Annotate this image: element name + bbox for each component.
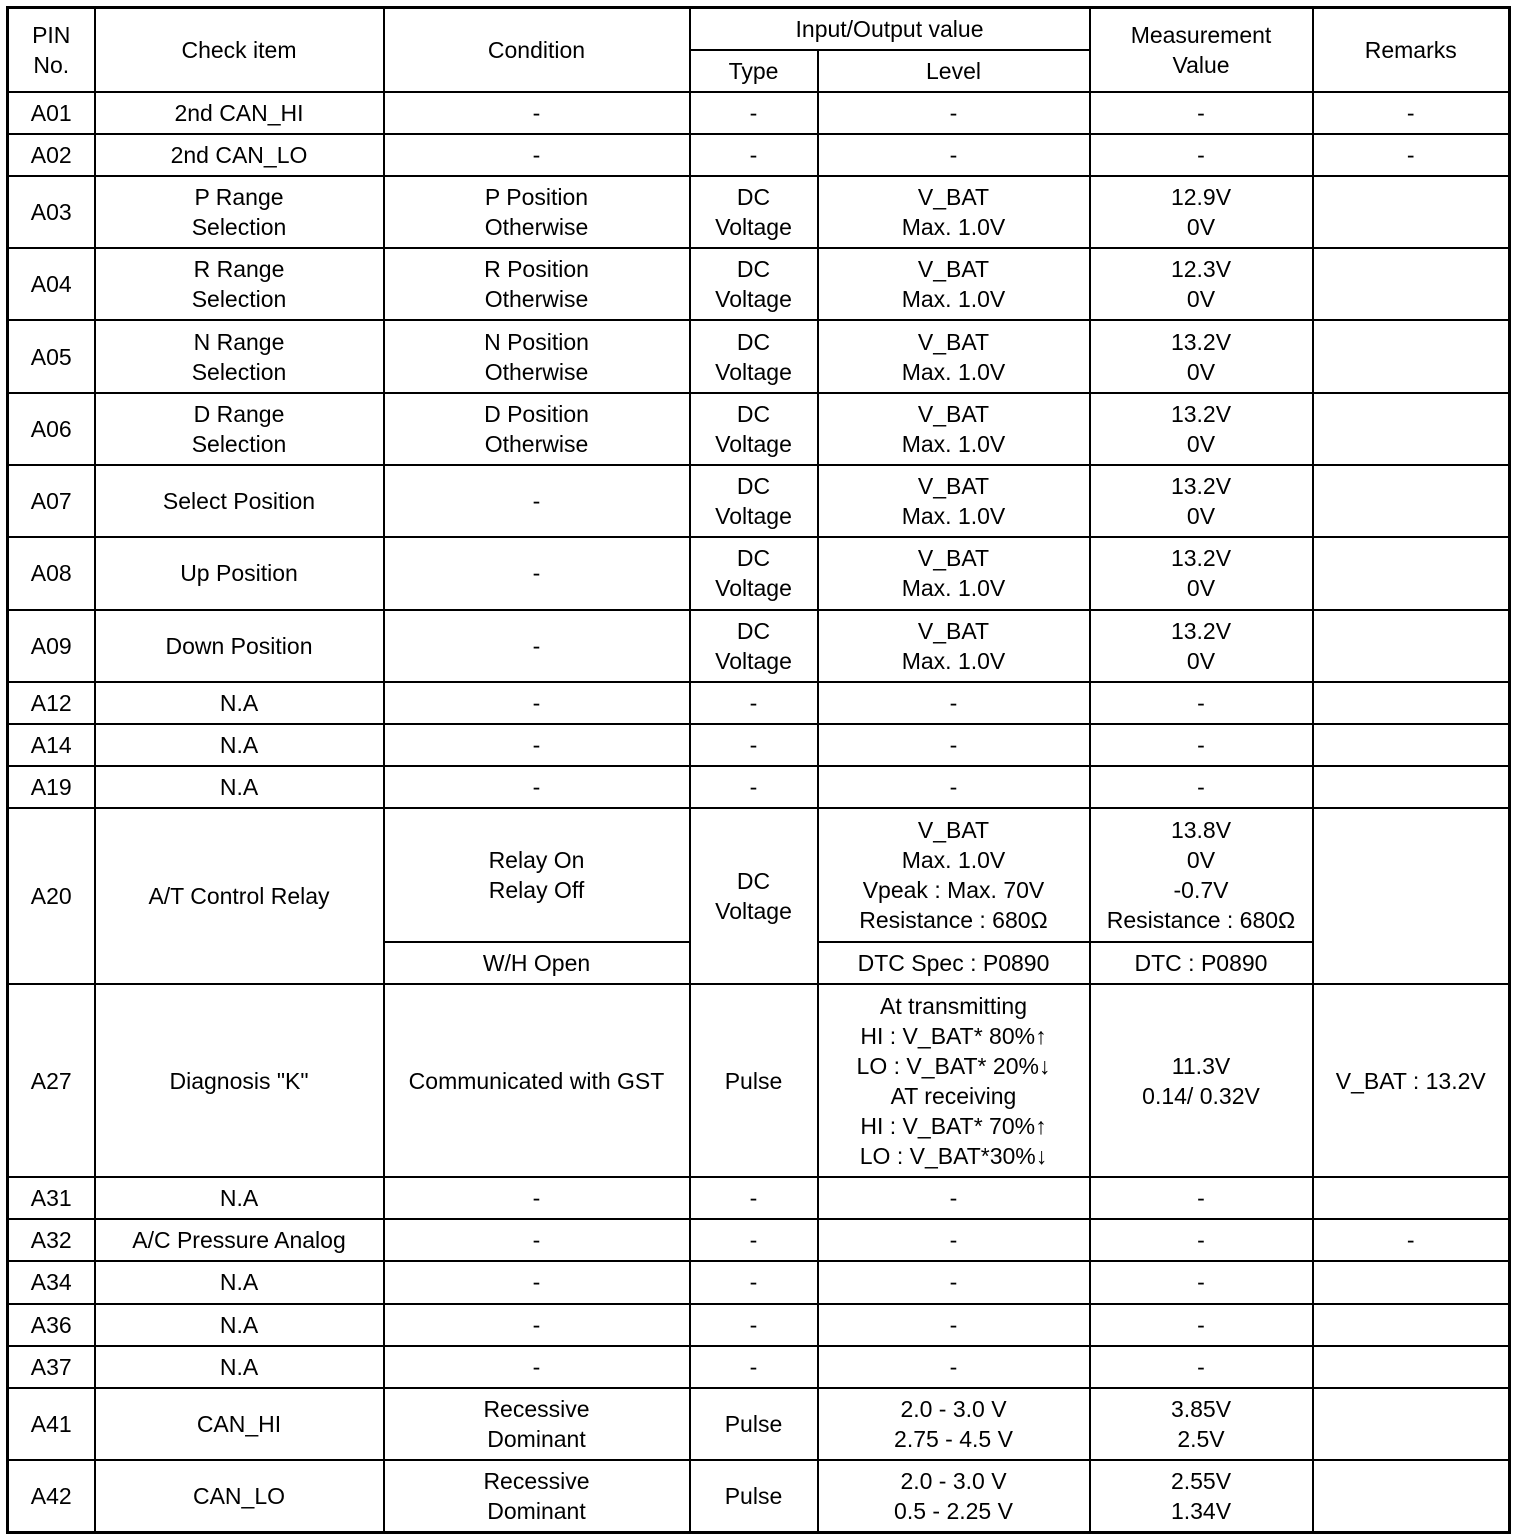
measurement-cell: -: [1090, 92, 1313, 134]
condition-cell: R Position Otherwise: [384, 248, 690, 320]
check-item-cell: N.A: [95, 1304, 384, 1346]
level-cell: -: [818, 724, 1090, 766]
header-level: Level: [818, 50, 1090, 92]
level-cell: 2.0 - 3.0 V 2.75 - 4.5 V: [818, 1388, 1090, 1460]
measurement-cell: 13.2V 0V: [1090, 393, 1313, 465]
remarks-cell: [1313, 610, 1510, 682]
level-cell: 2.0 - 3.0 V 0.5 - 2.25 V: [818, 1460, 1090, 1532]
measurement-cell: 12.3V 0V: [1090, 248, 1313, 320]
header-measurement-value: Measurement Value: [1090, 8, 1313, 92]
remarks-cell: [1313, 1261, 1510, 1303]
type-cell: -: [690, 1177, 818, 1219]
pin-cell: A14: [8, 724, 95, 766]
check-item-cell: N.A: [95, 1177, 384, 1219]
level-cell: V_BAT Max. 1.0V: [818, 610, 1090, 682]
header-condition: Condition: [384, 8, 690, 92]
pin-cell: A06: [8, 393, 95, 465]
pin-cell: A08: [8, 537, 95, 609]
condition-cell: P Position Otherwise: [384, 176, 690, 248]
pin-cell: A37: [8, 1346, 95, 1388]
pin-cell: A36: [8, 1304, 95, 1346]
table-row: [8, 465, 1510, 537]
level-cell: V_BAT Max. 1.0V: [818, 320, 1090, 392]
measurement-cell: 2.55V 1.34V: [1090, 1460, 1313, 1532]
check-item-cell: N.A: [95, 682, 384, 724]
pin-cell: A05: [8, 320, 95, 392]
pin-cell: A04: [8, 248, 95, 320]
remarks-cell: [1313, 1177, 1510, 1219]
header-remarks: Remarks: [1313, 8, 1510, 92]
check-item-cell: Up Position: [95, 537, 384, 609]
remarks-cell: [1313, 724, 1510, 766]
check-item-cell: N.A: [95, 1261, 384, 1303]
condition-cell: -: [384, 1304, 690, 1346]
measurement-cell: 13.2V 0V: [1090, 465, 1313, 537]
condition-cell: -: [384, 1261, 690, 1303]
table-row: [8, 1219, 1510, 1261]
table-row: [8, 610, 1510, 682]
type-cell: DC Voltage: [690, 248, 818, 320]
level-cell: V_BAT Max. 1.0V: [818, 176, 1090, 248]
check-item-cell: Select Position: [95, 465, 384, 537]
level-cell: -: [818, 134, 1090, 176]
check-item-cell: A/T Control Relay: [95, 808, 384, 984]
table-row: [8, 1460, 1510, 1532]
type-cell: -: [690, 1219, 818, 1261]
type-cell: -: [690, 724, 818, 766]
measurement-cell: -: [1090, 724, 1313, 766]
remarks-cell: [1313, 1346, 1510, 1388]
table-row: [8, 682, 1510, 724]
type-cell: DC Voltage: [690, 610, 818, 682]
remarks-cell: [1313, 537, 1510, 609]
table-row: [8, 1177, 1510, 1219]
condition-cell: -: [384, 1346, 690, 1388]
table-row: [8, 1346, 1510, 1388]
table-header: [8, 8, 1510, 92]
remarks-cell: [1313, 1388, 1510, 1460]
type-cell: -: [690, 134, 818, 176]
pin-cell: A32: [8, 1219, 95, 1261]
type-cell: DC Voltage: [690, 537, 818, 609]
check-item-cell: CAN_LO: [95, 1460, 384, 1532]
header-io-value: Input/Output value: [690, 8, 1090, 50]
check-item-cell: CAN_HI: [95, 1388, 384, 1460]
measurement-cell: -: [1090, 682, 1313, 724]
measurement-cell: 13.8V 0V -0.7V Resistance : 680Ω: [1090, 808, 1313, 942]
level-cell: -: [818, 1261, 1090, 1303]
level-cell: V_BAT Max. 1.0V Vpeak : Max. 70V Resistance : 680Ω: [818, 808, 1090, 942]
remarks-cell: -: [1313, 134, 1510, 176]
measurement-cell: -: [1090, 1304, 1313, 1346]
condition-cell: N Position Otherwise: [384, 320, 690, 392]
header-check-item: Check item: [95, 8, 384, 92]
condition-cell: Recessive Dominant: [384, 1388, 690, 1460]
level-cell: -: [818, 1219, 1090, 1261]
measurement-cell: DTC : P0890: [1090, 942, 1313, 984]
table-body-upper: [8, 92, 1510, 809]
table-row-a27: [8, 984, 1510, 1177]
pin-cell: A31: [8, 1177, 95, 1219]
check-item-cell: N.A: [95, 766, 384, 808]
condition-cell: -: [384, 465, 690, 537]
type-cell: DC Voltage: [690, 393, 818, 465]
check-item-cell: N Range Selection: [95, 320, 384, 392]
measurement-cell: -: [1090, 1346, 1313, 1388]
table-row: [8, 537, 1510, 609]
condition-cell: -: [384, 537, 690, 609]
type-cell: DC Voltage: [690, 320, 818, 392]
level-cell: -: [818, 92, 1090, 134]
measurement-cell: 13.2V 0V: [1090, 320, 1313, 392]
table-row: [8, 393, 1510, 465]
check-item-cell: N.A: [95, 1346, 384, 1388]
table-row: [8, 320, 1510, 392]
level-cell: V_BAT Max. 1.0V: [818, 393, 1090, 465]
condition-cell: D Position Otherwise: [384, 393, 690, 465]
table-body-a20-a27: [8, 808, 1510, 1177]
measurement-cell: 11.3V 0.14/ 0.32V: [1090, 984, 1313, 1177]
type-cell: -: [690, 1346, 818, 1388]
pin-cell: A42: [8, 1460, 95, 1532]
level-cell: V_BAT Max. 1.0V: [818, 248, 1090, 320]
table-row: [8, 1261, 1510, 1303]
remarks-cell: [1313, 465, 1510, 537]
header-type: Type: [690, 50, 818, 92]
table-row: [8, 134, 1510, 176]
pin-cell: A09: [8, 610, 95, 682]
type-cell: -: [690, 1261, 818, 1303]
condition-cell: -: [384, 1177, 690, 1219]
table-row: [8, 176, 1510, 248]
condition-cell: -: [384, 766, 690, 808]
remarks-cell: [1313, 682, 1510, 724]
check-item-cell: P Range Selection: [95, 176, 384, 248]
level-cell: DTC Spec : P0890: [818, 942, 1090, 984]
check-item-cell: N.A: [95, 724, 384, 766]
table-row: [8, 1304, 1510, 1346]
remarks-cell: [1313, 1460, 1510, 1532]
remarks-cell: -: [1313, 1219, 1510, 1261]
measurement-cell: -: [1090, 134, 1313, 176]
header-pin-no: PIN No.: [8, 8, 95, 92]
level-cell: V_BAT Max. 1.0V: [818, 537, 1090, 609]
condition-cell: W/H Open: [384, 942, 690, 984]
check-item-cell: 2nd CAN_LO: [95, 134, 384, 176]
condition-cell: -: [384, 92, 690, 134]
measurement-cell: -: [1090, 1177, 1313, 1219]
table-body-lower: [8, 1177, 1510, 1532]
pin-cell: A19: [8, 766, 95, 808]
remarks-cell: -: [1313, 92, 1510, 134]
check-item-cell: A/C Pressure Analog: [95, 1219, 384, 1261]
condition-cell: Relay On Relay Off: [384, 808, 690, 942]
remarks-cell: V_BAT : 13.2V: [1313, 984, 1510, 1177]
remarks-cell: [1313, 393, 1510, 465]
table-row: [8, 766, 1510, 808]
pin-cell: A01: [8, 92, 95, 134]
pin-cell: A27: [8, 984, 95, 1177]
measurement-cell: 13.2V 0V: [1090, 537, 1313, 609]
remarks-cell: [1313, 248, 1510, 320]
check-item-cell: Diagnosis "K": [95, 984, 384, 1177]
remarks-cell: [1313, 320, 1510, 392]
check-item-cell: D Range Selection: [95, 393, 384, 465]
type-cell: Pulse: [690, 1388, 818, 1460]
type-cell: Pulse: [690, 1460, 818, 1532]
measurement-cell: -: [1090, 766, 1313, 808]
measurement-cell: -: [1090, 1261, 1313, 1303]
level-cell: -: [818, 1177, 1090, 1219]
type-cell: DC Voltage: [690, 808, 818, 984]
type-cell: Pulse: [690, 984, 818, 1177]
pin-cell: A34: [8, 1261, 95, 1303]
measurement-cell: 12.9V 0V: [1090, 176, 1313, 248]
level-cell: V_BAT Max. 1.0V: [818, 465, 1090, 537]
type-cell: -: [690, 92, 818, 134]
condition-cell: -: [384, 1219, 690, 1261]
condition-cell: Communicated with GST: [384, 984, 690, 1177]
pin-cell: A07: [8, 465, 95, 537]
table-row: [8, 724, 1510, 766]
measurement-cell: 13.2V 0V: [1090, 610, 1313, 682]
type-cell: -: [690, 766, 818, 808]
level-cell: -: [818, 766, 1090, 808]
condition-cell: -: [384, 724, 690, 766]
level-cell: -: [818, 1346, 1090, 1388]
type-cell: DC Voltage: [690, 176, 818, 248]
table-row: [8, 1388, 1510, 1460]
measurement-cell: -: [1090, 1219, 1313, 1261]
remarks-cell: [1313, 176, 1510, 248]
condition-cell: -: [384, 134, 690, 176]
pin-check-table: [6, 6, 1511, 1534]
table-row-a20: [8, 808, 1510, 942]
condition-cell: -: [384, 610, 690, 682]
type-cell: -: [690, 1304, 818, 1346]
pin-cell: A02: [8, 134, 95, 176]
level-cell: -: [818, 1304, 1090, 1346]
type-cell: DC Voltage: [690, 465, 818, 537]
remarks-cell: [1313, 766, 1510, 808]
pin-cell: A20: [8, 808, 95, 984]
check-item-cell: Down Position: [95, 610, 384, 682]
level-cell: -: [818, 682, 1090, 724]
level-cell: At transmitting HI : V_BAT* 80%↑ LO : V_BAT* 20%↓ AT receiving HI : V_BAT* 70%↑ LO : V_BAT*30%↓: [818, 984, 1090, 1177]
pin-cell: A03: [8, 176, 95, 248]
condition-cell: -: [384, 682, 690, 724]
table-row: [8, 248, 1510, 320]
measurement-cell: 3.85V 2.5V: [1090, 1388, 1313, 1460]
check-item-cell: 2nd CAN_HI: [95, 92, 384, 134]
pin-cell: A12: [8, 682, 95, 724]
type-cell: -: [690, 682, 818, 724]
remarks-cell: [1313, 808, 1510, 984]
pin-cell: A41: [8, 1388, 95, 1460]
condition-cell: Recessive Dominant: [384, 1460, 690, 1532]
table-row: [8, 92, 1510, 134]
remarks-cell: [1313, 1304, 1510, 1346]
check-item-cell: R Range Selection: [95, 248, 384, 320]
